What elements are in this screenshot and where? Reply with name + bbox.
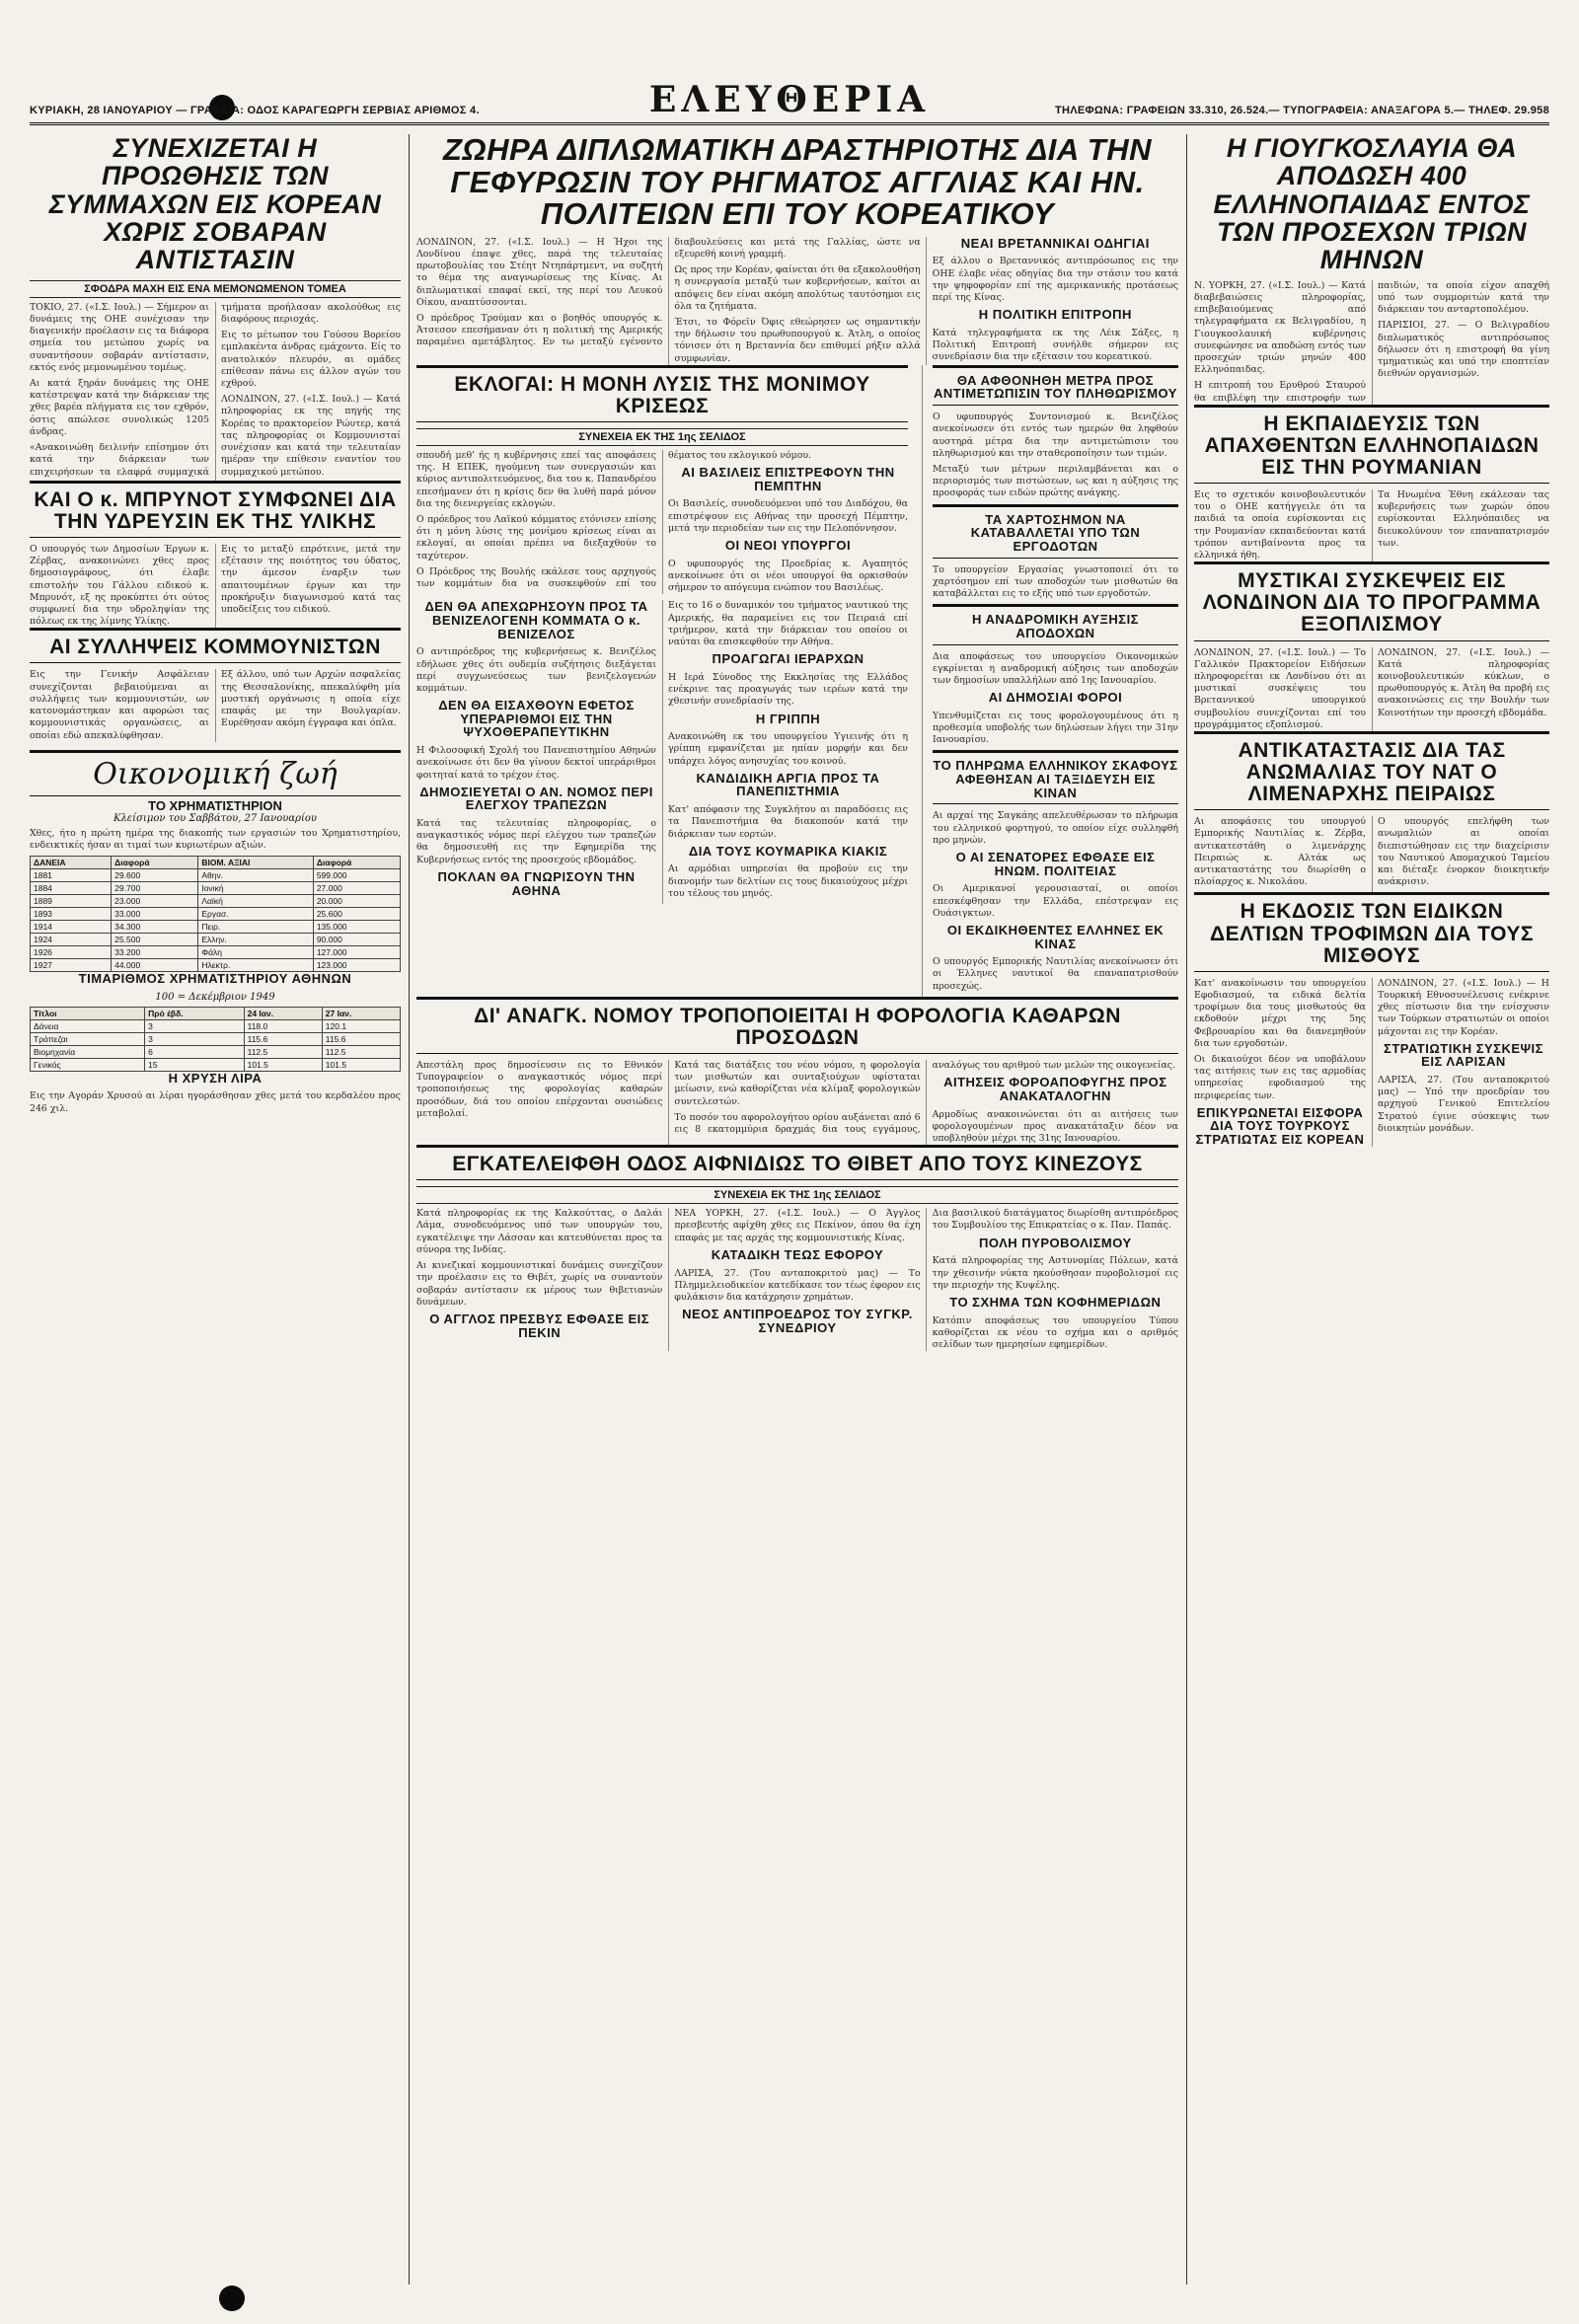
cell: Ελλην. (198, 934, 313, 946)
cell: 1893 (31, 908, 112, 921)
cell: 1914 (31, 921, 112, 934)
paragraph: Εις το 16 ο δυναμικόν του τμήματος ναυτικού της Αμερικής, θα παραμείνει εις τον Πειραιά επί τριήμερον, κατά την διάρκειαν του οποίου οι ναύται θα επισκεφθούν την Αθήνα. (668, 600, 908, 648)
paragraph: Κατ' ανακοίνωσιν του υπουργείου Εφοδιασμού, τα ειδικά δελτία τροφίμων δια τους μισθωτούς θα εκδοθούν μέχρι της 5ης Φεβρουαρίου και θα διανεμηθούν δια των εργοδοτών. (1194, 977, 1366, 1049)
cell: Γενικός (31, 1058, 145, 1071)
paragraph: Κατά τηλεγραφήματα εκ της Λέικ Σάξες, η Πολιτική Επιτροπή συνήλθε σήμερον εις συνεδρίασιν δια την εξέτασιν του κορεατικού. (932, 327, 1178, 363)
paragraph: ΛΑΡΙΣΑ, 27. (Του ανταποκριτού μας) — Το Πλημμελειοδικείον κατεδίκασε τον τέως έφορον εις φυλάκισιν δια κατάχρησιν χρημάτων. (674, 1267, 921, 1303)
cell: 115.6 (322, 1032, 400, 1045)
paragraph: ΤΟΚΙΟ, 27. («Ι.Σ. Ιουλ.) — Σήμερον αι δυνάμεις της ΟΗΕ συνέχισαν την διαγενικήν προέλασιν εις τα διάφορα σημεία του μετώπου χωρίς να συναντήσουν σοβαράν αντίστασιν, εκτός ενός μεμονωμένου τομέως. (30, 301, 209, 373)
paragraph: Ανακοινώθη εκ του υπουργείου Υγιεινής ότι η γρίππη εμφανίζεται με ηπίαν μορφήν και δεν υπάρχει λόγος ανησυχίας του κοινού. (668, 731, 908, 767)
headline-food-cards: Η ΕΚΔΟΣΙΣ ΤΩΝ ΕΙΔΙΚΩΝ ΔΕΛΤΙΩΝ ΤΡΟΦΙΜΩΝ ΔΙΑ ΤΟΥΣ ΜΙΣΘΟΥΣ (1194, 892, 1549, 971)
headline-tibet: ΕΓΚΑΤΕΛΕΙΦΘΗ ΟΔΟΣ ΑΙΦΝΙΔΙΩΣ ΤΟ ΘΙΒΕΤ ΑΠΟ ΤΟΥΣ ΚΙΝΕΖΟΥΣ (416, 1145, 1178, 1180)
gold-sovereign-text: Εις την Αγοράν Χρυσού αι λίραι ηγοράσθησαν χθες μετά του κερδαλέου προς 246 χιλ. (30, 1090, 401, 1114)
cell: 23.000 (112, 895, 198, 908)
cell: 1924 (31, 934, 112, 946)
paragraph: Το υπουργείον Εργασίας γνωστοποιεί ότι το χαρτόσημον επί των αποδοχών των μισθωτών θα καταβάλλεται εις το εξής υπό των εργοδοτών. (933, 563, 1178, 599)
headline-arrests: ΑΙ ΣΥΛΛΗΨΕΙΣ ΚΟΜΜΟΥΝΙΣΤΩΝ (30, 628, 401, 663)
masthead (30, 79, 1549, 125)
table-row (31, 959, 401, 972)
cell: 127.000 (313, 946, 400, 959)
article-london-body (1194, 647, 1549, 732)
masthead-title: ΕΛΕΥΘΕΡΙΑ (648, 79, 931, 120)
headline-tax-reform: ΔΙ' ΑΝΑΓΚ. ΝΟΜΟΥ ΤΡΟΠΟΠΟΙΕΙΤΑΙ Η ΦΟΡΟΛΟΓΙΑ ΚΑΘΑΡΩΝ ΠΡΟΣΟΔΩΝ (416, 997, 1178, 1054)
headline-venizelos: ΔΕΝ ΘΑ ΑΠΕΧΩΡΗΣΟΥΝ ΠΡΟΣ ΤΑ ΒΕΝΙΖΕΛΟΓΕΝΗ ΚΟΜΜΑΤΑ Ο κ. ΒΕΝΙΖΕΛΟΣ (424, 599, 648, 641)
cell: 6 (145, 1045, 244, 1058)
paragraph: Κατ' απόφασιν της Συγκλήτου αι παραδόσεις εις τα Πανεπιστήμια θα διακοπούν κατά την διάρκειαν των εορτών. (668, 804, 908, 840)
paragraph: Αι αποφάσεις του υπουργού Εμπορικής Ναυτιλίας κ. Ζέρβα, αντικατεστάθη ο λιμενάρχης Πειραιώς κ. Αλτάκ ως αντικαταστάτης του διωρίσθη ο πλοίαρχος κ. Νικολάου. (1194, 816, 1366, 888)
headline-romania: Η ΕΚΠΑΙΔΕΥΣΙΣ ΤΩΝ ΑΠΑΧΘΕΝΤΩΝ ΕΛΛΗΝΟΠΑΙΔΩΝ ΕΙΣ ΤΗΝ ΡΟΥΜΑΝΙΑΝ (1194, 405, 1549, 484)
paragraph: Ν. ΥΟΡΚΗ, 27. («Ι.Σ. Ιουλ.) — Κατά διαβεβαιώσεις πληροφορίας, επιβεβαιούμενας από τηλεγραφήματα εκ Βελιγραδίου, η Γιουγκοσλαυική κυβέρνησις συνεφώνησε να αποδώση εντός των προσεχών τριών μηνών 400 Ελληνόπαιδας. (1194, 279, 1366, 376)
table-row (31, 869, 401, 882)
table-row (31, 946, 401, 959)
cell: 33.200 (112, 946, 198, 959)
cell: 101.5 (322, 1058, 400, 1071)
table-row (31, 895, 401, 908)
headline-conviction: ΚΑΤΑΔΙΚΗ ΤΕΩΣ ΕΦΟΡΟΥ (711, 1246, 884, 1262)
paragraph: Ο υπουργός Εμπορικής Ναυτιλίας ανεκοίνωσεν ότι οι Έλληνες ναυτικοί θα επαναπατρισθούν προσεχώς. (933, 956, 1178, 992)
paragraph: Ο υπουργός των Δημοσίων Έργων κ. Ζέρβας, ανακοινώνει χθες προς δημοσιογράφους, ότι έλαβε επιστολήν του Γάλλου ειδικού κ. Μπρυνότ, εξ ης προκύπτει ότι ούτος συμφωνεί δια την υδροληψίαν της πόλεως εκ της λίμνης Υλίκης. (30, 543, 209, 628)
paragraph: Ο πρόεδρος του Λαϊκού κόμματος ετόνισεν επίσης ότι η μόνη λύσις της μονίμου κρίσεως είναι αι εκλογαί, αι οποίαι πρέπει να διεξαχθούν το ταχύτερον. (416, 514, 656, 562)
headline-bank-control: ΔΗΜΟΣΙΕΥΕΤΑΙ Ο ΑΝ. ΝΟΜΟΣ ΠΕΡΙ ΕΛΕΓΧΟΥ ΤΡΑΠΕΖΩΝ (419, 784, 653, 813)
paragraph: Μεταξύ των μέτρων περιλαμβάνεται και ο περιορισμός των πιστώσεων, ως και η αύξησις της προσφοράς των ειδών πρώτης ανάγκης. (933, 463, 1178, 499)
cell: 29.600 (112, 869, 198, 882)
col-head: Διαφορά (313, 857, 400, 869)
paragraph: ΛΟΝΔΙΝΟΝ, 27. («Ι.Σ. Ιουλ.) — Η Ήχοι της Λονδίνου έπαψε χθες, παρά της τελευταίας πρωτοβουλίας του Στέητ Ντηπάρτμεντ, να συζητή το θέμα της αναγνωρίσεως της Κίνας. Αι διπλωματικαί επαφαί εκεί, της περί του Λευκού Οίκου, αναπτύσσονται. (416, 236, 663, 308)
paragraph: Αι αρχαί της Σαγκάης απελευθέρωσαν το πλήρωμα του ελληνικού φορτηγού, το οποίον είχε συλληφθή προ μηνών. (933, 810, 1178, 846)
article-tibet-body (416, 1208, 1178, 1351)
continuation-note: ΣΥΝΕΧΕΙΑ ΕΚ ΤΗΣ 1ης ΣΕΛΙΔΟΣ (416, 428, 908, 446)
headline-kings-return: ΑΙ ΒΑΣΙΛΕΙΣ ΕΠΙΣΤΡΕΦΟΥΝ ΤΗΝ ΠΕΜΠΤΗΝ (681, 465, 895, 493)
paragraph: Αι κατά ξηράν δυνάμεις της ΟΗΕ κατέστρεψαν κατά την διάρκειαν της χθες βαρέα πλήγματα εις τον εχθρόν, όστις απώλεσε συνολικώς 1205 άνδρας. (30, 378, 209, 437)
cell: Ηλεκτρ. (198, 959, 313, 972)
article-port-body (1194, 816, 1549, 892)
index-base: 100 = Δεκέμβριον 1949 (155, 991, 275, 1003)
paragraph: Αρμοδίως ανακοινώνεται ότι αι αιτήσεις των φορολογουμένων προς ανακατάταξιν δέον να υποβληθούν μέχρι της 31ης Ιανουαρίου. (932, 1108, 1178, 1144)
headline-greeks-china: ΟΙ ΕΚΔΙΚΗΘΕΝΤΕΣ ΕΛΛΗΝΕΣ ΕΚ ΚΙΝΑΣ (946, 922, 1165, 951)
paragraph: Υπενθυμίζεται εις τους φορολογουμένους ότι η προθεσμία υποβολής των δηλώσεων λήγει την 31ην Ιανουαρίου. (933, 710, 1178, 746)
paragraph: Τα Ηνωμένα Έθνη εκάλεσαν τας κυβερνήσεις των χωρών όπου ευρίσκονται Ελληνόπαιδες να διευκολύνουν τον επαναπατρισμόν των. (1378, 489, 1549, 549)
headline-brunot: ΚΑΙ Ο κ. ΜΠΡΥΝΟΤ ΣΥΜΦΩΝΕΙ ΔΙΑ ΤΗΝ ΥΔΡΕΥΣΙΝ ΕΚ ΤΗΣ ΥΛΙΚΗΣ (30, 481, 401, 538)
paragraph: Εξ άλλου ο Βρεταννικός αντιπρόσωπος εις την ΟΗΕ έλαβε νέας οδηγίας δια την στάσιν του κατά την ψηφοφορίαν επί της αμερικανικής προτάσεως περί της Κίνας. (932, 256, 1178, 303)
headline-flu: Η ΓΡΙΠΠΗ (755, 711, 821, 726)
table-row (31, 882, 401, 895)
cell: 1884 (31, 882, 112, 895)
cell: 25.600 (313, 908, 400, 921)
cell: 120.1 (322, 1019, 400, 1032)
cell: 25.500 (112, 934, 198, 946)
paragraph: Κατά τας τελευταίας πληροφορίας, ο αναγκαστικός νόμος περί ελέγχου των τραπεζών θα δημοσιευθή εις την Εφημερίδα της Κυβερνήσεως εντός της προσεχούς εβδομάδος. (416, 818, 656, 865)
continuation-note: ΣΥΝΕΧΕΙΑ ΕΚ ΤΗΣ 1ης ΣΕΛΙΔΟΣ (416, 1186, 1178, 1204)
cell: 3 (145, 1032, 244, 1045)
col-head: Διαφορά (112, 857, 198, 869)
column-left (30, 134, 401, 2285)
headline-new-ministers: ΟΙ ΝΕΟΙ ΥΠΟΥΡΓΟΙ (724, 538, 852, 554)
index-title: ΤΙΜΑΡΙΘΜΟΣ ΧΡΗΜΑΤΙΣΤΗΡΙΟΥ ΑΘΗΝΩΝ (78, 971, 352, 987)
paragraph: Κατά πληροφορίας εκ της Καλκούττας, ο Δαλάι Λάμα, συνοδευόμενος υπό των υπουργών του, εγκατέλειψε την Λάσσαν και κατευθύνεται προς τα σύνορα της Ινδίας. (416, 1208, 663, 1255)
cell: 118.0 (244, 1019, 322, 1032)
column-center (416, 134, 1178, 2285)
cell: 15 (145, 1058, 244, 1071)
paragraph: ΛΟΝΔΙΝΟΝ, 27. («Ι.Σ. Ιουλ.) — Η Τουρκική Εθνοσυνέλευσις ενέκρινε χθες πίστωσιν δια την ενίσχυσιν των Τούρκων στρατιωτών οι οποίοι μάχονται εις την Κορέαν. (1378, 977, 1549, 1037)
cell: 1927 (31, 959, 112, 972)
subhead-battle: ΣΦΟΔΡΑ ΜΑΧΗ ΕΙΣ ΕΝΑ ΜΕΜΟΝΩΜΕΝΟΝ ΤΟΜΕΑ (30, 280, 401, 298)
punch-hole-bottom (219, 2286, 245, 2311)
column-rule-1 (409, 134, 410, 2285)
cell: 33.000 (112, 908, 198, 921)
paragraph: Ο πρόεδρος Τρούμαν και ο βοηθός υπουργός κ. Άτσεσον επεσήμαναν ότι η πολιτική της Αμερικής παραμένει αμετάβλητος. Εν τω μεταξύ εγένοντο διαβουλεύσεις και μετά της Γαλλίας, ώστε να εξευρεθή κοινή γραμμή. (416, 236, 921, 348)
cell: Δάνεια (31, 1019, 145, 1032)
headline-stamp-duty: ΤΑ ΧΑΡΤΟΣΗΜΟΝ ΝΑ ΚΑΤΑΒΑΛΛΕΤΑΙ ΥΠΟ ΤΩΝ ΕΡΓΟΔΟΤΩΝ (933, 504, 1178, 559)
paragraph: Κατά τας διατάξεις του νέου νόμου, η φορολογία των μισθωτών και συνταξιούχων υφίσταται μείωσιν, ενώ καθορίζεται νέα κλίμαξ φορολογικών συντελεστών. (674, 1060, 921, 1107)
headline-retroactive: Η ΑΝΑΔΡΟΜΙΚΗ ΑΥΞΗΣΙΣ ΑΠΟΔΟΧΩΝ (933, 604, 1178, 644)
stock-exchange-note: Κλείσιμον του Σαββάτου, 27 Ιανουαρίου (113, 812, 317, 824)
paragraph: ΛΟΝΔΙΝΟΝ, 27. («Ι.Σ. Ιουλ.) — Κατά πληροφορίας κοινοβουλευτικών κύκλων, ο πρωθυπουργός κ. Άτλη θα προβή εις ανακοινώσεις εις την Βουλήν των Κοινοτήτων την προσεχή εβδομάδα. (1378, 646, 1549, 718)
paragraph: Εις το σχετικόν κοινοβουλευτικόν του ο ΟΗΕ κατήγγειλε ότι τα παιδιά τα οποία ευρίσκονται εις την Ρουμανίαν εκπαιδεύονται κατά τρόπον αντιβαίνοντα προς τα ελληνικά ήθη. (1194, 489, 1366, 562)
headline-tax-requests: ΑΙΤΗΣΕΙΣ ΦΟΡΟΑΠΟΦΥΓΗΣ ΠΡΟΣ ΑΝΑΚΑΤΑΛΟΓΗΝ (943, 1075, 1167, 1103)
paragraph: Εις το μεταξύ επρότεινε, μετά την εξέτασιν της ποιότητος του ύδατος, την άμεσον έναρξιν των απαιτουμένων έργων και την προκήρυξιν διαγωνισμού κατά τας υποδείξεις του ειδικού. (221, 543, 401, 615)
cell: Εργασ. (198, 908, 313, 921)
cell: 90.000 (313, 934, 400, 946)
paragraph: Αι κινεζικαί κομμουνιστικαί δυνάμεις συνεχίζουν την προέλασιν εις το Θιβέτ, χωρίς να συναντούν σοβαράν αντίστασιν εκ μέρους των θιβετιανών δυνάμεων. (416, 1260, 663, 1308)
cell: Αθην. (198, 869, 313, 882)
cell: 27.000 (313, 882, 400, 895)
article-allies-body (30, 302, 401, 481)
column-rule-2 (1186, 134, 1187, 2285)
col-head: 27 Ιαν. (322, 1007, 400, 1019)
article-brunot-body (30, 544, 401, 629)
paragraph: σπουδή μεθ' ής η κυβέρνησις επεί τας αποφάσεις της. Η ΕΠΕΚ, ηγούμενη των συνεργασιών και κύριος αντιπολιτευόμενος, δια του κ. Παπανδρέου επεσήμανεν ότι η κρίσις δεν θα λυθή παρά μόνον δια της διενεργείας εκλογών. (416, 449, 656, 509)
headline-senators: Ο ΑΙ ΣΕΝΑΤΟΡΕΣ ΕΦΘΑΣΕ ΕΙΣ ΗΝΩΜ. ΠΟΛΙΤΕΙΑΣ (955, 850, 1156, 878)
cell: Πειρ. (198, 921, 313, 934)
cell: Φάλη (198, 946, 313, 959)
headline-elections: ΕΚΛΟΓΑΙ: Η ΜΟΝΗ ΛΥΣΙΣ ΤΗΣ ΜΟΝΙΜΟΥ ΚΡΙΣΕΩΣ (416, 365, 908, 422)
article-elections-body (416, 450, 908, 594)
paragraph: Οι Βασιλείς, συνοδευόμενοι υπό του Διαδόχου, θα επιστρέψουν εις Αθήνας την προσεχή Πέμπτην, μετά την περιοδείαν των εις την Πελοπόννησον. (668, 498, 908, 534)
headline-ship-crew: ΤΟ ΠΛΗΡΩΜΑ ΕΛΛΗΝΙΚΟΥ ΣΚΑΦΟΥΣ ΑΦΕΘΗΣΑΝ ΑΙ ΤΑΞΙΔΕΥΣΗ ΕΙΣ ΚΙΝΑΝ (933, 750, 1178, 804)
paragraph: Απεστάλη προς δημοσίευσιν εις το Εθνικόν Τυπογραφείον ο αναγκαστικός νόμος περί τροποποιήσεως της φορολογίας καθαρών προσόδων, διά του οποίου επέρχονται ουσιώδεις μεταβολαί. (416, 1060, 663, 1119)
paragraph: Εις το μέτωπον του Γούσου Βορείου εμπλακέντα άνδρας εμάχοντο. Είς το ανατολικόν πλευρόν, αι ομάδες επίθεσαν πάνω εις άλλον αγών του εχθρού. (221, 330, 401, 390)
headline-larissa-meeting: ΣΤΡΑΤΙΩΤΙΚΗ ΣΥΣΚΕΨΙΣ ΕΙΣ ΛΑΡΙΣΑΝ (1384, 1040, 1543, 1070)
headline-universities: ΚΑΝΔΙΔΙΚΗ ΑΡΓΙΑ ΠΡΟΣ ΤΑ ΠΑΝΕΠΙΣΤΗΜΙΑ (696, 770, 880, 799)
headline-newspaper-format: ΤΟ ΣΧΗΜΑ ΤΩΝ ΚΟΦΗΜΕΡΙΔΩΝ (949, 1294, 1162, 1310)
headline-cards: ΔΙΑ ΤΟΥΣ ΚΟΥΜΑΡΙΚΑ ΚΙΑΚΙΣ (688, 843, 888, 859)
table-row (31, 934, 401, 946)
paragraph: Εις την Γενικήν Ασφάλειαν συνεχίζονται βεβαιούμεναι αι συλλήψεις των κομμουνιστών, ων κατονομάστηκαν και αφορώσι τας κομμουνιστικάς οργανώσεις, αι οποίαι εδώ απεκαλύφθησαν. (30, 669, 209, 741)
headline-port-master: ΑΝΤΙΚΑΤΑΣΤΑΣΙΣ ΔΙΑ ΤΑΣ ΑΝΩΜΑΛΙΑΣ ΤΟΥ ΝΑΤ Ο ΛΙΜΕΝΑΡΧΗΣ ΠΕΙΡΑΙΩΣ (1194, 731, 1549, 810)
headline-ambassador: Ο ΑΓΓΛΟΣ ΠΡΕΣΒΥΣ ΕΦΘΑΣΕ ΕΙΣ ΠΕΚΙΝ (429, 1311, 650, 1340)
headline-taxes: ΑΙ ΔΗΜΟΣΙΑΙ ΦΟΡΟΙ (988, 690, 1123, 706)
table-row (31, 921, 401, 934)
cell: Τράπεζαι (31, 1032, 145, 1045)
cell: 3 (145, 1019, 244, 1032)
paragraph: Δια αποφάσεως του υπουργείου Οικονομικών εγκρίνεται η αναδρομική αύξησις των αποδοχών των δημοσίων υπαλλήλων από 1ης Ιανουαρίου. (933, 650, 1178, 686)
paragraph: Ο υφυπουργός Συντονισμού κ. Βενιζέλος ανεκοίνωσεν ότι εντός των ημερών θα ληφθούν αυστηρά μέτρα δια την αντιμετώπισιν του πληθωρισμού και την σταθεροποίησιν των τιμών. (933, 412, 1178, 459)
column-right (1194, 134, 1549, 2285)
cell: 44.000 (112, 959, 198, 972)
headline-sailors: ΠΟΚΛΑΝ ΘΑ ΓΝΩΡΙΣΟΥΝ ΤΗΝ ΑΘΗΝΑ (437, 868, 636, 898)
paragraph: Οι Αμερικανοί γερουσιασταί, οι οποίοι επεσκέφθησαν την Ελλάδα, επέστρεψαν εις Ουάσιγκτων. (933, 883, 1178, 919)
paragraph: ΠΑΡΙΣΙΟΙ, 27. — Ο Βελιγραδίου διπλωματικός αντιπρόσωπος δήλωσεν ότι η επιστροφή θα γίνη τμηματικώς και υπό την εποπτείαν διεθνών οργανισμών. (1378, 320, 1549, 380)
cell: Ιονική (198, 882, 313, 895)
economy-section-title: Οικονομική ζωή (30, 750, 401, 796)
cell: 34.300 (112, 921, 198, 934)
paragraph: Κατόπιν αποφάσεως του υπουργείου Τύπου καθορίζεται εκ νέου το σχήμα και ο αριθμός σελίδων των ημερησίων εφημερίδων. (932, 1314, 1178, 1351)
headline-london-armament: ΜΥΣΤΙΚΑΙ ΣΥΣΚΕΨΕΙΣ ΕΙΣ ΛΟΝΔΙΝΟΝ ΔΙΑ ΤΟ ΠΡΟΓΡΑΜΜΑ ΕΞΟΠΛΙΣΜΟΥ (1194, 562, 1549, 640)
article-tax-body (416, 1060, 1178, 1145)
paragraph: Ο υπουργός επελήφθη των ανωμαλιών αι οποίαι διεπιστώθησαν εις την διαχείρισιν του Ναυτικού Απομαχικού Ταμείου και διέταξε ένορκον διοικητικήν ανάκρισιν. (1378, 816, 1549, 888)
article-diplomatic-body (416, 237, 1178, 365)
headline-turkish-soldiers: ΕΠΙΚΥΡΩΝΕΤΑΙ ΕΙΣΦΟΡΑ ΔΙΑ ΤΟΥΣ ΤΟΥΡΚΟΥΣ ΣΤΡΑΤΙΩΤΑΣ ΕΙΣ ΚΟΡΕΑΝ (1195, 1104, 1365, 1148)
cell: 1881 (31, 869, 112, 882)
paragraph: ΛΟΝΔΙΝΟΝ, 27. («Ι.Σ. Ιουλ.) — Κατά πληροφορίας εκ της πηγής της Κορέας το πρακτορείον Ρώυτερ, κατά τας πληροφορίας οι Κομμουνισταί συνέχισαν και κατά την τελευταίαν ημέραν την επίθεσιν εναντίον του συμμαχικού μετώπου. (221, 394, 401, 478)
paragraph: «Ανακοινώθη δειλινήν επίσημον ότι κατά την διάρκειαν των επιχειρήσεων τα ελαφρά συμμαχικά τμήματα προήλασαν ακολούθως εις διαφόρους περιοχάς. (30, 301, 401, 478)
paragraph: Η επιτροπή του Ερυθρού Σταυρού θα επιβλέψη την επιστροφήν των παιδιών, τα οποία είχον απαχθή υπό των συμμοριτών κατά την διάρκειαν του ανταρτοπολέμου. (1194, 279, 1549, 404)
cell: 115.6 (244, 1032, 322, 1045)
stock-exchange-title: ΤΟ ΧΡΗΜΑΤΙΣΤΗΡΙΟΝ (148, 797, 282, 813)
col-head: ΔΑΝΕΙΑ (31, 857, 112, 869)
cell: 112.5 (322, 1045, 400, 1058)
gold-sovereign-title: Η ΧΡΥΣΗ ΛΙΡΑ (168, 1070, 263, 1086)
center-shorts (416, 600, 908, 903)
cell: Λαϊκή (198, 895, 313, 908)
col-head: Πρό έβδ. (145, 1007, 244, 1019)
market-table (30, 856, 401, 972)
headline-allies-korea: ΣΥΝΕΧΙΖΕΤΑΙ Η ΠΡΟΩΘΗΣΙΣ ΤΩΝ ΣΥΜΜΑΧΩΝ ΕΙΣ ΚΟΡΕΑΝ ΧΩΡΙΣ ΣΟΒΑΡΑΝ ΑΝΤΙΣΤΑΣΙΝ (48, 134, 382, 275)
paragraph: Δια βασιλικού διατάγματος διωρίσθη αντιπρόεδρος του Συμβουλίου της Επικρατείας ο κ. Παν. Παπάς. (932, 1208, 1178, 1232)
table-header-row (31, 1007, 401, 1019)
cell: 29.700 (112, 882, 198, 895)
paragraph: Ως προς την Κορέαν, φαίνεται ότι θα εξακολουθήση η συνεργασία μεταξύ των κυβερνήσεων, καίτοι αι απόψεις δεν είναι ακόμη απολύτως ταυτόσημοι εις όλα τα ζητήματα. (674, 264, 921, 312)
headline-gunfire: ΠΟΛΗ ΠΥΡΟΒΟΛΙΣΜΟΥ (978, 1235, 1132, 1250)
paragraph: ΛΟΝΔΙΝΟΝ, 27. («Ι.Σ. Ιουλ.) — Το Γαλλικόν Πρακτορείον Ειδήσεων πληροφορείται εκ Λονδίνου ότι αι μυστικαί συσκέψεις του Βρεταννικού υπουργικού συμβουλίου συνεχίζονται επί του προγράμματος εξοπλισμού. (1194, 646, 1366, 730)
stock-exchange-intro: Χθες, ήτο η πρώτη ημέρα της διακοπής των εργασιών του Χρηματιστηρίου, ενδεικτικές ήσαν αι τιμαί των κυριωτέρων αξιών. (30, 827, 401, 851)
cell: 123.000 (313, 959, 400, 972)
center-lower-area (416, 365, 1178, 997)
headline-vice-president: ΝΕΟΣ ΑΝΤΙΠΡΟΕΔΡΟΣ ΤΟΥ ΣΥΓΚΡ. ΣΥΝΕΔΡΙΟΥ (682, 1307, 913, 1335)
cell: 1926 (31, 946, 112, 959)
article-romania-body (1194, 489, 1549, 562)
paragraph: Έτσι, το Φόρεϊν Όφις εθεώρησεν ως σημαντικήν την δήλωσιν του πρωθυπουργού κ. Άτλη, ο οποίος τόνισεν ότι η Βρεταννία δεν επιθυμεί ρήξιν αλλά συμφωνίαν. (674, 316, 921, 364)
paragraph: Ο αντιπρόεδρος της κυβερνήσεως κ. Βενιζέλος εδήλωσε χθες ότι ουδεμία συζήτησις διεξάγεται περί συγχωνεύσεως των βενιζελογενών κομμάτων. (416, 646, 656, 694)
headline-political-committee: Η ΠΟΛΙΤΙΚΗ ΕΠΙΤΡΟΠΗ (978, 307, 1132, 323)
col-head: ΒΙΟΜ. ΑΞΙΑΙ (198, 857, 313, 869)
cell: Βιομηχανία (31, 1045, 145, 1058)
cell: 101.5 (244, 1058, 322, 1071)
article-arrests-body (30, 669, 401, 741)
paragraph: ΛΑΡΙΣΑ, 27. (Του ανταποκριτού μας) — Υπό την προεδρίαν του αρχηγού Γενικού Επιτελείου Στρατού έγινε σύσκεψις των διοικητών μονάδων. (1378, 1075, 1549, 1134)
col-head: 24 Ιαν. (244, 1007, 322, 1019)
paragraph: ΝΕΑ ΥΟΡΚΗ, 27. («Ι.Σ. Ιουλ.) — Ο Άγγλος πρεσβευτής αφίχθη χθες εις Πεκίνον, όπου θα έχη επαφάς με τας αρχάς της κομμουνιστικής Κίνας. (674, 1208, 921, 1243)
masthead-left: ΚΥΡΙΑΚΗ, 28 ΙΑΝΟΥΑΡΙΟΥ — ΓΡΑΦΕΙΑ: ΟΔΟΣ ΚΑΡΑΓΕΩΡΓΗ ΣΕΡΒΙΑΣ ΑΡΙΘΜΟΣ 4. (30, 105, 480, 116)
paragraph: Εξ άλλου, υπό των Αρχών ασφαλείας της Θεσσαλονίκης, απεκαλύφθη μία μυστική οργάνωσις η οποία είχε επαφάς με την Βουλγαρίαν. Ευρέθησαν ακόμη έγγραφα και όπλα. (221, 669, 401, 729)
headline-students: ΔΕΝ ΘΑ ΕΙΣΑΧΘΟΥΝ ΕΦΕΤΟΣ ΥΠΕΡΑΡΙΘΜΟΙ ΕΙΣ ΤΗΝ ΨΥΧΟΘΕΡΑΠΕΥΤΙΚΗΝ (438, 698, 635, 740)
headline-british-instructions: ΝΕΑΙ ΒΡΕΤΑΝΝΙΚΑΙ ΟΔΗΓΙΑΙ (960, 235, 1150, 251)
headline-inflation: ΘΑ ΑΦΘΟΝΗΘΗ ΜΕΤΡΑ ΠΡΟΣ ΑΝΤΙΜΕΤΩΠΙΣΙΝ ΤΟΥ ΠΛΗΘΩΡΙΣΜΟΥ (933, 365, 1178, 406)
paragraph: Κατά πληροφορίας της Αστυνομίας Πόλεων, κατά την χθεσινήν νύκτα ηκούσθησαν πυροβολισμοί εις την περιοχήν της Κυψέλης. (932, 1255, 1178, 1291)
paragraph: Ο Πρόεδρος της Βουλής εκάλεσε τους αρχηγούς των κομμάτων δια να συσκεφθούν επί του θέματος του εκλογικού νόμου. (416, 449, 812, 590)
paragraph: Το ποσόν του αφορολογήτου ορίου αυξάνεται από 6 εις 8 εκατομμύρια δραχμάς δια τους εγγάμους, αναλόγως του αριθμού των μελών της οικογενείας. (674, 1060, 1176, 1136)
cell: 20.000 (313, 895, 400, 908)
cell: 1889 (31, 895, 112, 908)
paragraph: Η Ιερά Σύνοδος της Εκκλησίας της Ελλάδος ενέκρινε τας προαγωγάς των ιερέων κατά την χθεσινήν συνεδρίασίν της. (668, 671, 908, 708)
article-food-body (1194, 978, 1549, 1147)
center-lower-left (416, 365, 908, 997)
table-row (31, 1058, 401, 1071)
table-row (31, 1032, 401, 1045)
cell: 112.5 (244, 1045, 322, 1058)
cell: 135.000 (313, 921, 400, 934)
index-table (30, 1007, 401, 1072)
col-head: Τίτλοι (31, 1007, 145, 1019)
paragraph: Ο υφυπουργός της Προεδρίας κ. Αγαπητός ανεκοίνωσε ότι οι νέοι υπουργοί θα ορκισθούν σήμερον το απόγευμα ενώπιον του Βασιλέως. (668, 558, 908, 594)
headline-promotions: ΠΡΟΑΓΩΓΑΙ ΙΕΡΑΡΧΩΝ (712, 651, 865, 667)
masthead-right: ΤΗΛΕΦΩΝΑ: ΓΡΑΦΕΙΩΝ 33.310, 26.524.— ΤΥΠΟΓΡΑΦΕΙΑ: ΑΝΑΞΑΓΟΡΑ 5.— ΤΗΛΕΦ. 29.958 (1054, 105, 1549, 116)
table-row (31, 1019, 401, 1032)
paragraph: Οι δικαιούχοι δέον να υποβάλουν τας αιτήσεις των εις τας αρμοδίας υπηρεσίας εφοδιασμού της περιφερείας των. (1194, 1053, 1366, 1101)
paragraph: Αι αρμόδιαι υπηρεσίαι θα προβούν εις την διανομήν των δελτίων εις τους δικαιούχους μέχρι του τέλους του μηνός. (668, 863, 908, 899)
table-row (31, 908, 401, 921)
table-row (31, 1045, 401, 1058)
table-header-row (31, 857, 401, 869)
headline-yugoslavia: Η ΓΙΟΥΓΚΟΣΛΑΥΙΑ ΘΑ ΑΠΟΔΩΣΗ 400 ΕΛΛΗΝΟΠΑΙΔΑΣ ΕΝΤΟΣ ΤΩΝ ΠΡΟΣΕΧΩΝ ΤΡΙΩΝ ΜΗΝΩΝ (1213, 134, 1531, 275)
article-yugoslavia-body (1194, 280, 1549, 405)
paragraph: Η Φιλοσοφική Σχολή του Πανεπιστημίου Αθηνών ανεκοίνωσε ότι δεν θα γίνουν δεκτοί υπεράριθμοι φοιτηταί κατά το τρέχον έτος. (416, 745, 656, 781)
headline-diplomatic: ΖΩΗΡΑ ΔΙΠΛΩΜΑΤΙΚΗ ΔΡΑΣΤΗΡΙΟΤΗΣ ΔΙΑ ΤΗΝ ΓΕΦΥΡΩΣΙΝ ΤΟΥ ΡΗΓΜΑΤΟΣ ΑΓΓΛΙΑΣ ΚΑΙ ΗΝ. ΠΟΛΙΤΕΙΩΝ ΕΠΙ ΤΟΥ ΚΟΡΕΑΤΙΚΟΥ (443, 134, 1152, 232)
cell: 599.000 (313, 869, 400, 882)
center-lower-right (922, 365, 1178, 997)
